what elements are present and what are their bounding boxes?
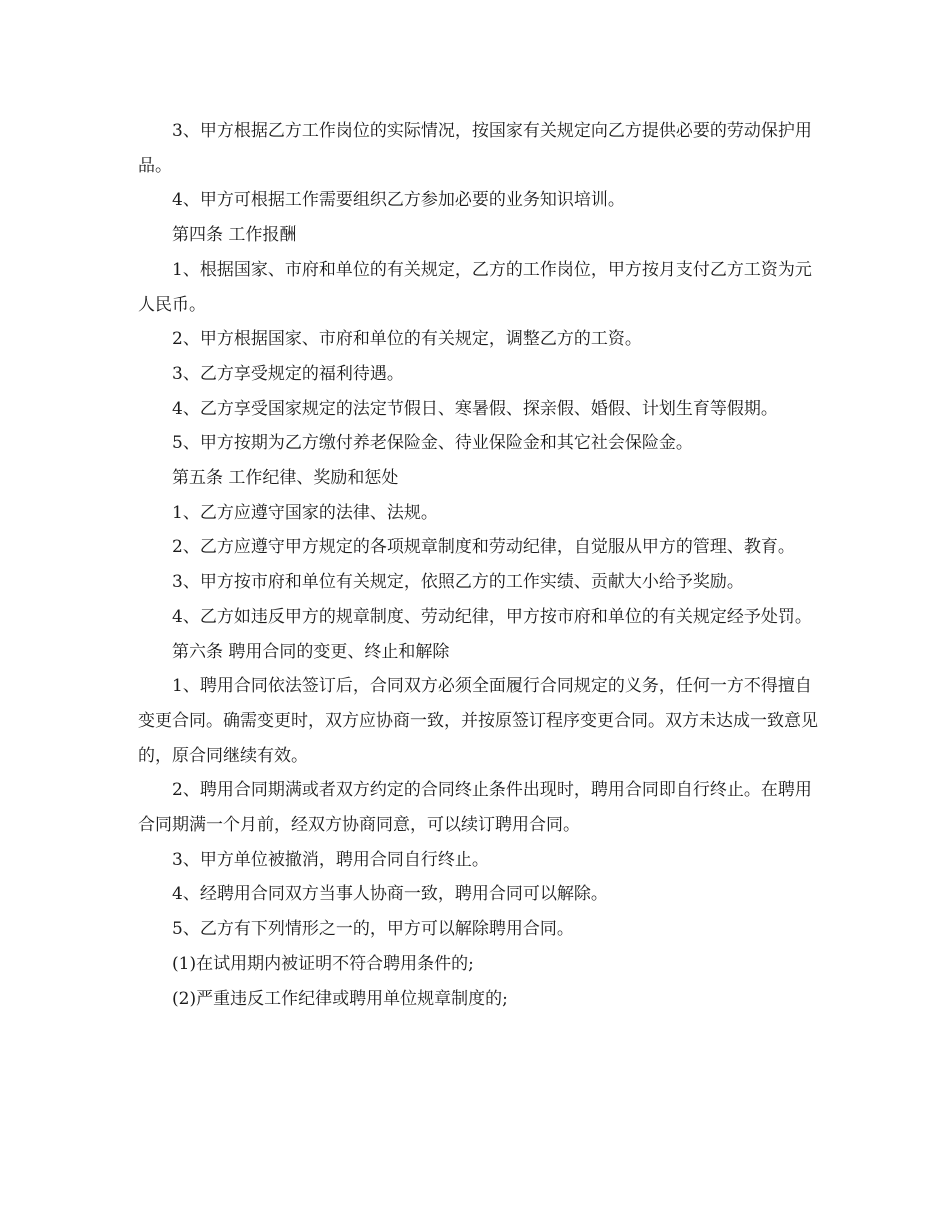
paragraph: 4、乙方如违反甲方的规章制度、劳动纪律，甲方按市府和单位的有关规定经予处罚。 bbox=[172, 606, 812, 627]
list-item: (1)在试用期内被证明不符合聘用条件的; bbox=[172, 953, 474, 974]
paragraph: 1、乙方应遵守国家的法律、法规。 bbox=[172, 502, 438, 523]
paragraph: 1、根据国家、市府和单位的有关规定，乙方的工作岗位，甲方按月支付乙方工资为元人民币。 bbox=[138, 259, 812, 315]
paragraph: 4、乙方享受国家规定的法定节假日、寒暑假、探亲假、婚假、计划生育等假期。 bbox=[172, 398, 778, 419]
paragraph: 4、经聘用合同双方当事人协商一致，聘用合同可以解除。 bbox=[172, 884, 608, 905]
paragraph: 5、甲方按期为乙方缴付养老保险金、待业保险金和其它社会保险金。 bbox=[172, 433, 693, 454]
section-heading: 第六条 聘用合同的变更、终止和解除 bbox=[172, 641, 450, 662]
paragraph: 3、乙方享受规定的福利待遇。 bbox=[172, 363, 404, 384]
paragraph: 3、甲方根据乙方工作岗位的实际情况，按国家有关规定向乙方提供必要的劳动保护用品。 bbox=[138, 121, 812, 176]
list-item: (2)严重违反工作纪律或聘用单位规章制度的; bbox=[172, 988, 508, 1009]
section-heading: 第四条 工作报酬 bbox=[172, 225, 297, 246]
paragraph: 5、乙方有下列情形之一的，甲方可以解除聘用合同。 bbox=[172, 919, 574, 940]
document-body bbox=[138, 114, 826, 1016]
paragraph: 2、乙方应遵守甲方规定的各项规章制度和劳动纪律，自觉服从甲方的管理、教育。 bbox=[172, 537, 795, 558]
paragraph: 3、甲方按市府和单位有关规定，依照乙方的工作实绩、贡献大小给予奖励。 bbox=[172, 572, 744, 593]
paragraph: 4、甲方可根据工作需要组织乙方参加必要的业务知识培训。 bbox=[172, 190, 625, 211]
paragraph: 3、甲方单位被撤消，聘用合同自行终止。 bbox=[172, 849, 489, 870]
section-heading: 第五条 工作纪律、奖励和惩处 bbox=[172, 468, 399, 489]
paragraph: 2、甲方根据国家、市府和单位的有关规定，调整乙方的工资。 bbox=[172, 329, 642, 350]
paragraph: 2、聘用合同期满或者双方约定的合同终止条件出现时，聘用合同即自行终止。在聘用合同期满一个月前，经双方协商同意，可以续订聘用合同。 bbox=[138, 780, 812, 836]
paragraph: 1、聘用合同依法签订后，合同双方必须全面履行合同规定的义务，任何一方不得擅自变更合同。确需变更时，双方应协商一致，并按原签订程序变更合同。双方未达成一致意见的，原合同继续有效。 bbox=[138, 676, 818, 766]
